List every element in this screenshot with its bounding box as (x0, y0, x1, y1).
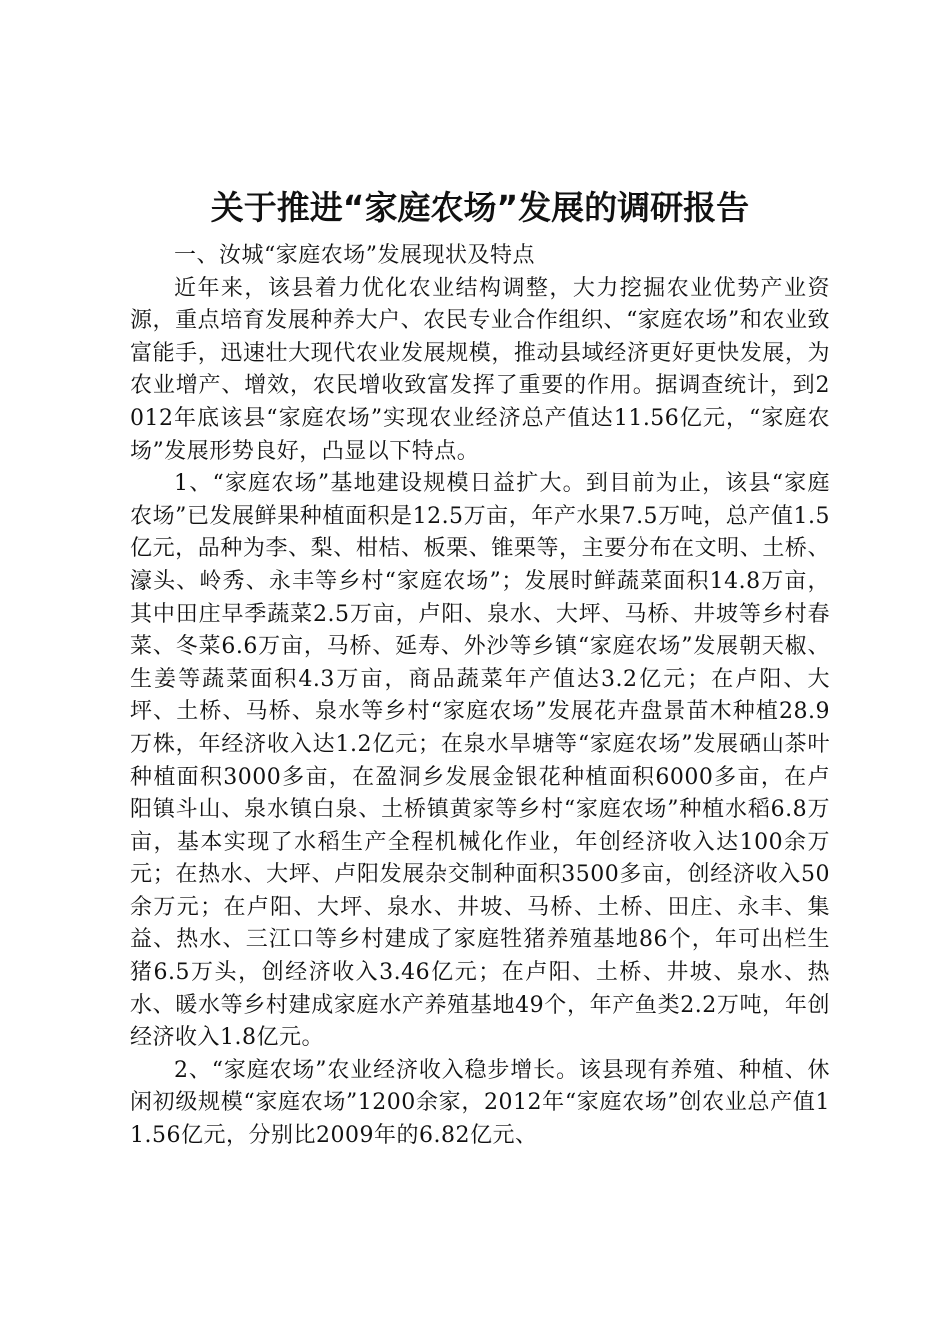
paragraph-point-1: 1、“家庭农场”基地建设规模日益扩大。到目前为止，该县“家庭农场”已发展鲜果种植面积是12.5万亩，年产水果7.5万吨，总产值1.5亿元，品种为李、梨、柑桔、板栗、锥栗等，主要分布在文明、土桥、濠头、岭秀、永丰等乡村“家庭农场”；发展时鲜蔬菜面积14.8万亩，其中田庄早季蔬菜2.5万亩，卢阳、泉水、大坪、马桥、井坡等乡村春菜、冬菜6.6万亩，马桥、延寿、外沙等乡镇“家庭农场”发展朝天椒、生姜等蔬菜面积4.3万亩，商品蔬菜年产值达3.2亿元；在卢阳、大坪、土桥、马桥、泉水等乡村“家庭农场”发展花卉盘景苗木种植28.9万株，年经济收入达1.2亿元；在泉水旱塘等“家庭农场”发展硒山茶叶种植面积3000多亩，在盈洞乡发展金银花种植面积6000多亩，在卢阳镇斗山、泉水镇白泉、土桥镇黄家等乡村“家庭农场”种植水稻6.8万亩，基本实现了水稻生产全程机械化作业，年创经济收入达100余万元；在热水、大坪、卢阳发展杂交制种面积3500多亩，创经济收入50余万元；在卢阳、大坪、泉水、井坡、马桥、土桥、田庄、永丰、集益、热水、三江口等乡村建成了家庭牲猪养殖基地86个，年可出栏生猪6.5万头，创经济收入3.46亿元；在卢阳、土桥、井坡、泉水、热水、暖水等乡村建成家庭水产养殖基地49个，年产鱼类2.2万吨，年创经济收入1.8亿元。 (130, 471, 830, 1051)
paragraph-point-2: 2、“家庭农场”农业经济收入稳步增长。该县现有养殖、种植、休闲初级规模“家庭农场”1200余家，2012年“家庭农场”创农业总产值11.56亿元，分别比2009年的6.82亿元、 (130, 1057, 830, 1149)
document-body (130, 182, 830, 1153)
section-heading: 一、汝城“家庭农场”发展现状及特点 (174, 243, 535, 268)
paragraph-intro: 近年来，该县着力优化农业结构调整，大力挖掘农业优势产业资源，重点培育发展种养大户、农民专业合作组织、“家庭农场”和农业致富能手，迅速壮大现代农业发展规模，推动县域经济更好更快发展，为农业增产、增效，农民增收致富发挥了重要的作用。据调查统计，到2012年底该县“家庭农场”实现农业经济总产值达11.56亿元，“家庭农场”发展形势良好，凸显以下特点。 (130, 275, 830, 464)
document-title: 关于推进“家庭农场”发展的调研报告 (210, 188, 750, 227)
